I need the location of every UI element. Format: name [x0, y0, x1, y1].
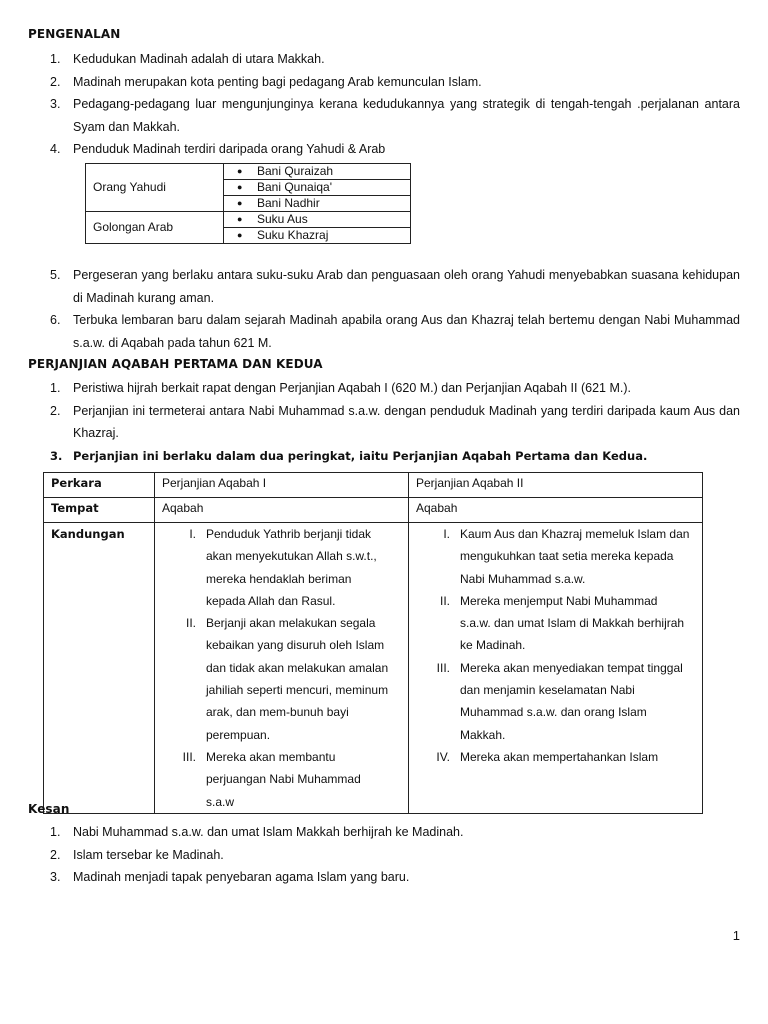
table-row: [86, 212, 411, 228]
bullet-icon: ●: [237, 214, 243, 224]
list-item: IV. Mereka akan mempertahankan Islam: [436, 749, 659, 764]
list-item: 3. Madinah menjadi tapak penyebaran agama Islam yang baru.: [50, 870, 410, 884]
column-header: Perjanjian Aqabah II: [409, 473, 703, 498]
group-name: Golongan Arab: [86, 212, 224, 244]
table-row: [44, 498, 703, 523]
aqabah2-list: [416, 523, 698, 768]
kesan-list: [50, 821, 740, 889]
table-cell: Aqabah: [409, 498, 703, 523]
bullet-icon: ●: [237, 198, 243, 208]
list-item: I. Penduduk Yathrib berjanji tidak akan menyekutukan Allah s.w.t., mereka hendaklah beriman kepada Allah dan Rasul.: [189, 527, 377, 608]
list-item: 1. Nabi Muhammad s.a.w. dan umat Islam Makkah berhijrah ke Madinah.: [50, 825, 464, 839]
row-label: Tempat: [44, 498, 155, 523]
bullet-icon: ●: [237, 182, 243, 192]
list-item: 3. Pedagang-pedagang luar mengunjunginya kerana kedudukannya yang strategik di tengah-tengah .perjalanan antara Syam dan Makkah.: [50, 97, 740, 134]
bullet-icon: ●: [237, 166, 243, 176]
list-item: 5. Pergeseran yang berlaku antara suku-suku Arab dan penguasaan oleh orang Yahudi menyebabkan suasana kehidupan di Madinah kurang aman.: [50, 268, 740, 305]
group-member: ● Suku Aus: [224, 212, 411, 228]
list-item: 2. Islam tersebar ke Madinah.: [50, 847, 224, 862]
list-item: 4. Penduduk Madinah terdiri daripada orang Yahudi & Arab: [50, 142, 386, 156]
list-item: II. Berjanji akan melakukan segala kebaikan yang disuruh oleh Islam dan tidak akan melakukan amalan jahiliah seperti mencuri, meminum arak, dan mem-bunuh bayi perempuan.: [185, 616, 389, 742]
group-name: Orang Yahudi: [86, 164, 224, 212]
section-heading-aqabah: PERJANJIAN AQABAH PERTAMA DAN KEDUA: [28, 357, 323, 371]
group-member: ● Bani Nadhir: [224, 196, 411, 212]
list-item: III. Mereka akan membantu perjuangan Nabi Muhammad s.a.w: [182, 749, 361, 809]
group-member: ● Suku Khazraj: [224, 228, 411, 244]
list-item: 6. Terbuka lembaran baru dalam sejarah Madinah apabila orang Aus dan Khazraj telah bertemu dengan Nabi Muhammad s.a.w. di Aqabah pada tahun 621 M.: [50, 313, 740, 350]
intro-list-continued: [50, 264, 740, 354]
aqabah1-contents: [155, 523, 409, 814]
group-member: ● Bani Qunaiqa': [224, 180, 411, 196]
table-cell: Aqabah: [155, 498, 409, 523]
section-heading-pengenalan: PENGENALAN: [28, 27, 121, 41]
table-row: [44, 523, 703, 814]
list-item: 1. Peristiwa hijrah berkait rapat dengan Perjanjian Aqabah I (620 M.) dan Perjanjian Aqabah II (621 M.).: [50, 381, 631, 395]
section-heading-kesan: Kesan: [28, 802, 70, 816]
population-table: [85, 163, 411, 244]
table-row: [86, 164, 411, 180]
row-label: Kandungan: [44, 523, 155, 814]
intro-list: [50, 48, 740, 161]
table-header-row: [44, 473, 703, 498]
column-header: Perkara: [44, 473, 155, 498]
list-item: 2. Madinah merupakan kota penting bagi pedagang Arab kemunculan Islam.: [50, 74, 482, 89]
list-item: I. Kaum Aus dan Khazraj memeluk Islam dan mengukuhkan taat setia mereka kepada Nabi Muhammad s.a.w.: [443, 527, 690, 586]
aqabah1-list: [162, 523, 392, 813]
aqabah-comparison-table: [43, 472, 703, 814]
aqabah2-contents: [409, 523, 703, 814]
aqabah-list: [50, 377, 740, 467]
bullet-icon: ●: [237, 230, 243, 240]
list-item: II. Mereka menjemput Nabi Muhammad s.a.w. dan umat Islam di Makkah berhijrah ke Madinah.: [439, 593, 685, 653]
page-number: 1: [732, 928, 740, 943]
list-item: 2. Perjanjian ini termeterai antara Nabi Muhammad s.a.w. dengan penduduk Madinah yang terdiri daripada kaum Aus dan Khazraj.: [50, 403, 740, 440]
column-header: Perjanjian Aqabah I: [155, 473, 409, 498]
list-item: 1. Kedudukan Madinah adalah di utara Makkah.: [50, 52, 325, 66]
group-member: ● Bani Quraizah: [224, 164, 411, 180]
list-item: III. Mereka akan menyediakan tempat tinggal dan menjamin keselamatan Nabi Muhammad s.a.w. dan orang Islam Makkah.: [436, 660, 683, 742]
list-item: 3. Perjanjian ini berlaku dalam dua peringkat, iaitu Perjanjian Aqabah Pertama dan Kedua.: [50, 448, 648, 463]
